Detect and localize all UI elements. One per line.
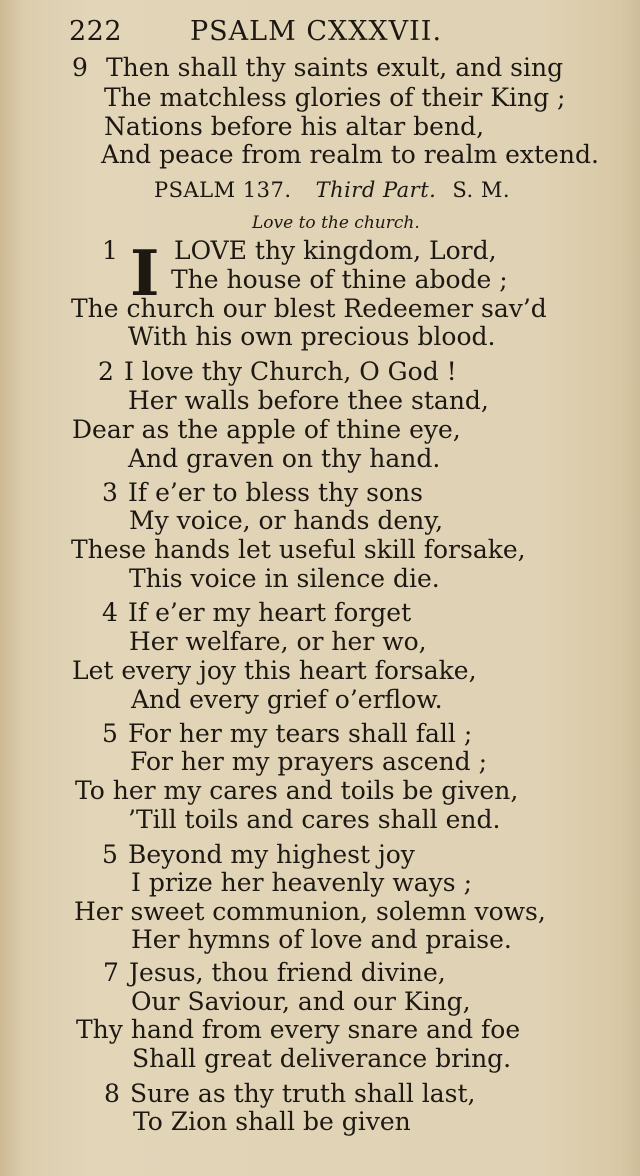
verse-text: Jesus, thou friend divine, [129, 958, 446, 987]
verse-line: To Zion shall be given [133, 1107, 411, 1136]
verse-line: Her hymns of love and praise. [131, 925, 512, 954]
verse-line: My voice, or hands deny, [129, 506, 444, 535]
verse-line: Let every joy this heart forsake, [72, 656, 477, 685]
verse-line [103, 958, 446, 988]
page-header [0, 14, 640, 54]
verse-line: I prize her heavenly ways ; [131, 868, 472, 897]
stanza-number: 4 [102, 598, 118, 627]
stanza-number: 5 [102, 719, 118, 748]
verse-text: For her my tears shall fall ; [128, 719, 473, 748]
psalm-part: Third Part. [315, 178, 437, 202]
verse-line: And peace from realm to realm extend. [101, 140, 599, 169]
verse-line: These hands let useful skill forsake, [71, 535, 526, 564]
verse-line [102, 840, 415, 870]
verse-line: ’Till toils and cares shall end. [128, 805, 501, 834]
verse-text: Beyond my highest joy [128, 840, 415, 869]
verse-line: The church our blest Redeemer sav’d [71, 294, 547, 323]
verse-line [98, 357, 457, 387]
verse-line: Shall great deliverance bring. [132, 1044, 512, 1073]
page-number: 222 [69, 16, 123, 47]
verse-line: Dear as the apple of thine eye, [72, 415, 461, 444]
psalm-meter: S. M. [452, 178, 510, 202]
stanza-number: 3 [102, 478, 118, 507]
psalm-number: PSALM 137. [154, 178, 292, 202]
stanza-number: 2 [98, 357, 114, 386]
verse-line: And every grief o’erflow. [131, 685, 443, 714]
stanza-number: 9 [72, 53, 88, 82]
running-title: PSALM CXXXVII. [190, 16, 443, 47]
verse-line: Our Saviour, and our King, [131, 987, 471, 1016]
drop-cap: I [130, 236, 160, 310]
verse-line: With his own precious blood. [128, 322, 496, 351]
verse-line: The house of thine abode ; [171, 265, 508, 294]
verse-line: This voice in silence die. [129, 564, 440, 593]
verse-line: To her my cares and toils be given, [75, 776, 519, 805]
verse-line: Her welfare, or her wo, [129, 627, 427, 656]
stanza-number: 8 [104, 1079, 120, 1108]
verse-line: And graven on thy hand. [128, 444, 441, 473]
psalm-subtitle: Love to the church. [252, 213, 420, 233]
verse-line: Nations before his altar bend, [104, 112, 485, 141]
verse-text: Sure as thy truth shall last, [130, 1079, 476, 1108]
verse-line [102, 478, 423, 508]
verse-line: For her my prayers ascend ; [130, 747, 488, 776]
verse-line: Her sweet communion, solemn vows, [74, 897, 546, 926]
psalm-heading [154, 178, 510, 202]
verse-text: I love thy Church, O God ! [124, 357, 457, 386]
verse-line: The matchless glories of their King ; [104, 83, 566, 112]
verse-text: Then shall thy saints exult, and sing [106, 53, 564, 82]
stanza-number: 7 [103, 958, 119, 987]
verse-text: If e’er to bless thy sons [128, 478, 423, 507]
verse-line [72, 53, 563, 83]
verse-line: Thy hand from every snare and foe [76, 1015, 521, 1044]
stanza-number: 1 [102, 236, 118, 265]
verse-text: LOVE thy kingdom, Lord, [174, 236, 497, 265]
verse-line [102, 598, 411, 628]
stanza-number: 5 [102, 840, 118, 869]
verse-line [102, 719, 472, 749]
verse-line [104, 1079, 476, 1109]
verse-line: Her walls before thee stand, [128, 386, 489, 415]
verse-text: If e’er my heart forget [128, 598, 412, 627]
